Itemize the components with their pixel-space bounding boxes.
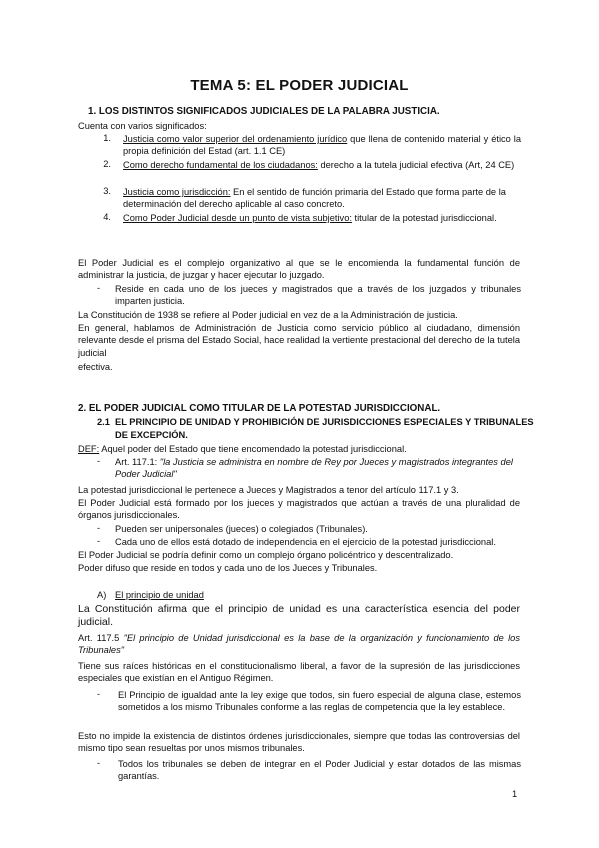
dash-item: Reside en cada uno de los jueces y magistrados que a través de los juzgados y tribunales imparten justicia. [115,284,521,307]
article-quote: "El principio de Unidad jurisdiccional es la base de la organización y funcionamiento de los Tribunales" [78,633,520,656]
list-item-underlined: Como derecho fundamental de los ciudadanos: [123,160,318,170]
dash-bullet: - [97,456,101,466]
paragraph: Esto no impide la existencia de distintos órdenes jurisdiccionales, siempre que todas las controversias del mismo tipo sean resueltas por unos mismos tribunales. [78,731,520,754]
subsection-heading: EL PRINCIPIO DE UNIDAD Y PROHIBICIÓN DE JURISDICCIONES ESPECIALES Y TRIBUNALES [115,417,534,427]
section-1-intro: Cuenta con varios significados: [78,121,207,131]
list-item-text: titular de la potestad jurisdiccional. [351,213,497,223]
article-label: Art. 117.1: [115,457,160,467]
list-item-text: En el sentido de función primaria del Estado que forma parte de la determinación del derecho aplicable al caso concreto. [123,187,506,210]
dash-bullet: - [97,523,101,533]
dash-item: Pueden ser unipersonales (jueces) o colegiados (Tribunales). [115,524,368,534]
paragraph: La Constitución de 1938 se refiere al Poder judicial en vez de a la Administración de justicia. [78,310,458,320]
list-number: 4. [103,212,111,222]
dash-bullet: - [97,758,101,768]
list-item-text: derecho a la tutela judicial efectiva (Art, 24 CE) [317,160,515,170]
dash-item: Todos los tribunales se deben de integrar en el Poder Judicial y estar dotados de las mismas garantías. [118,759,521,782]
list-item-underlined: Como Poder Judicial desde un punto de vista subjetivo: [123,213,352,223]
page-title: TEMA 5: EL PODER JUDICIAL [190,77,409,94]
definition [78,443,520,455]
dash-bullet: - [97,283,101,293]
list-item-text: que llena de contenido material y ético la propia definición del Estad (art. 1.1 CE) [123,134,521,157]
section-2-heading: 2. EL PODER JUDICIAL COMO TITULAR DE LA POTESTAD JURISDICCIONAL. [78,403,441,414]
section-1-heading: 1. LOS DISTINTOS SIGNIFICADOS JUDICIALES DE LA PALABRA JUSTICIA. [88,106,440,117]
dash-item: El Principio de igualdad ante la ley exige que todos, sin fuero especial de alguna clase, estemos sometidos a los mismo Tribunales conforme a las reglas de competencia que la ley establece. [118,690,521,713]
subsection-heading-cont: DE EXCEPCIÓN. [115,430,188,440]
paragraph: La Constitución afirma que el principio de unidad es una característica esencia del poder judicial. [78,603,520,628]
list-item [123,159,521,171]
article-quote: "la Justicia se administra en nombre de Rey por Jueces y magistrados integrantes del Poder Judicial" [115,457,513,480]
list-number: 2. [103,159,111,169]
paragraph: El Poder Judicial está formado por los jueces y magistrados que actúan a través de una pluralidad de órganos jurisdiccionales. [78,498,520,521]
definition-text: Aquel poder del Estado que tiene encomendado la potestad jurisdiccional. [99,444,407,454]
article-label: Art. 117.5 [78,633,124,643]
paragraph: efectiva. [78,362,113,372]
paragraph: El Poder Judicial se podría definir como un complejo órgano policéntrico y descentralizado. [78,550,454,560]
dash-bullet: - [97,536,101,546]
list-number: 3. [103,186,111,196]
paragraph: El Poder Judicial es el complejo organizativo al que se le encomienda la fundamental función de administrar la justicia, de juzgar y hacer ejecutar lo juzgado. [78,258,520,281]
definition-label: DEF: [78,444,100,454]
paragraph: Poder difuso que reside en todos y cada uno de los Jueces y Tribunales. [78,563,378,573]
list-item [123,212,521,224]
list-item [123,186,521,211]
page-number: 1 [512,789,518,799]
dash-bullet: - [97,689,101,699]
article-paragraph [78,632,520,657]
paragraph: La potestad jurisdiccional le pertenece a Jueces y Magistrados a tenor del artículo 117.1 y 3. [78,485,459,495]
subsection-title: El principio de unidad [115,590,204,600]
list-number: 1. [103,133,111,143]
paragraph: Tiene sus raíces históricas en el constitucionalismo liberal, a favor de la supresión de las jurisdicciones especiales que existían en el Antiguo Régimen. [78,661,520,684]
list-item-underlined: Justicia como valor superior del ordenamiento jurídico [123,134,348,144]
list-item [123,133,521,158]
dash-item: Cada uno de ellos está dotado de independencia en el ejercicio de la potestad jurisdiccional. [115,537,496,547]
subsection-number: 2.1 [97,417,110,427]
paragraph: En general, hablamos de Administración de Justicia como servicio público al ciudadano, dimensión relevante desde el prisma del Estado Social, hace realidad la vertiente prestacional del derecho de la tutela judicial [78,323,520,358]
dash-item [115,456,521,481]
subsection-letter: A) [97,590,107,600]
list-item-underlined: Justicia como jurisdicción: [123,187,231,197]
